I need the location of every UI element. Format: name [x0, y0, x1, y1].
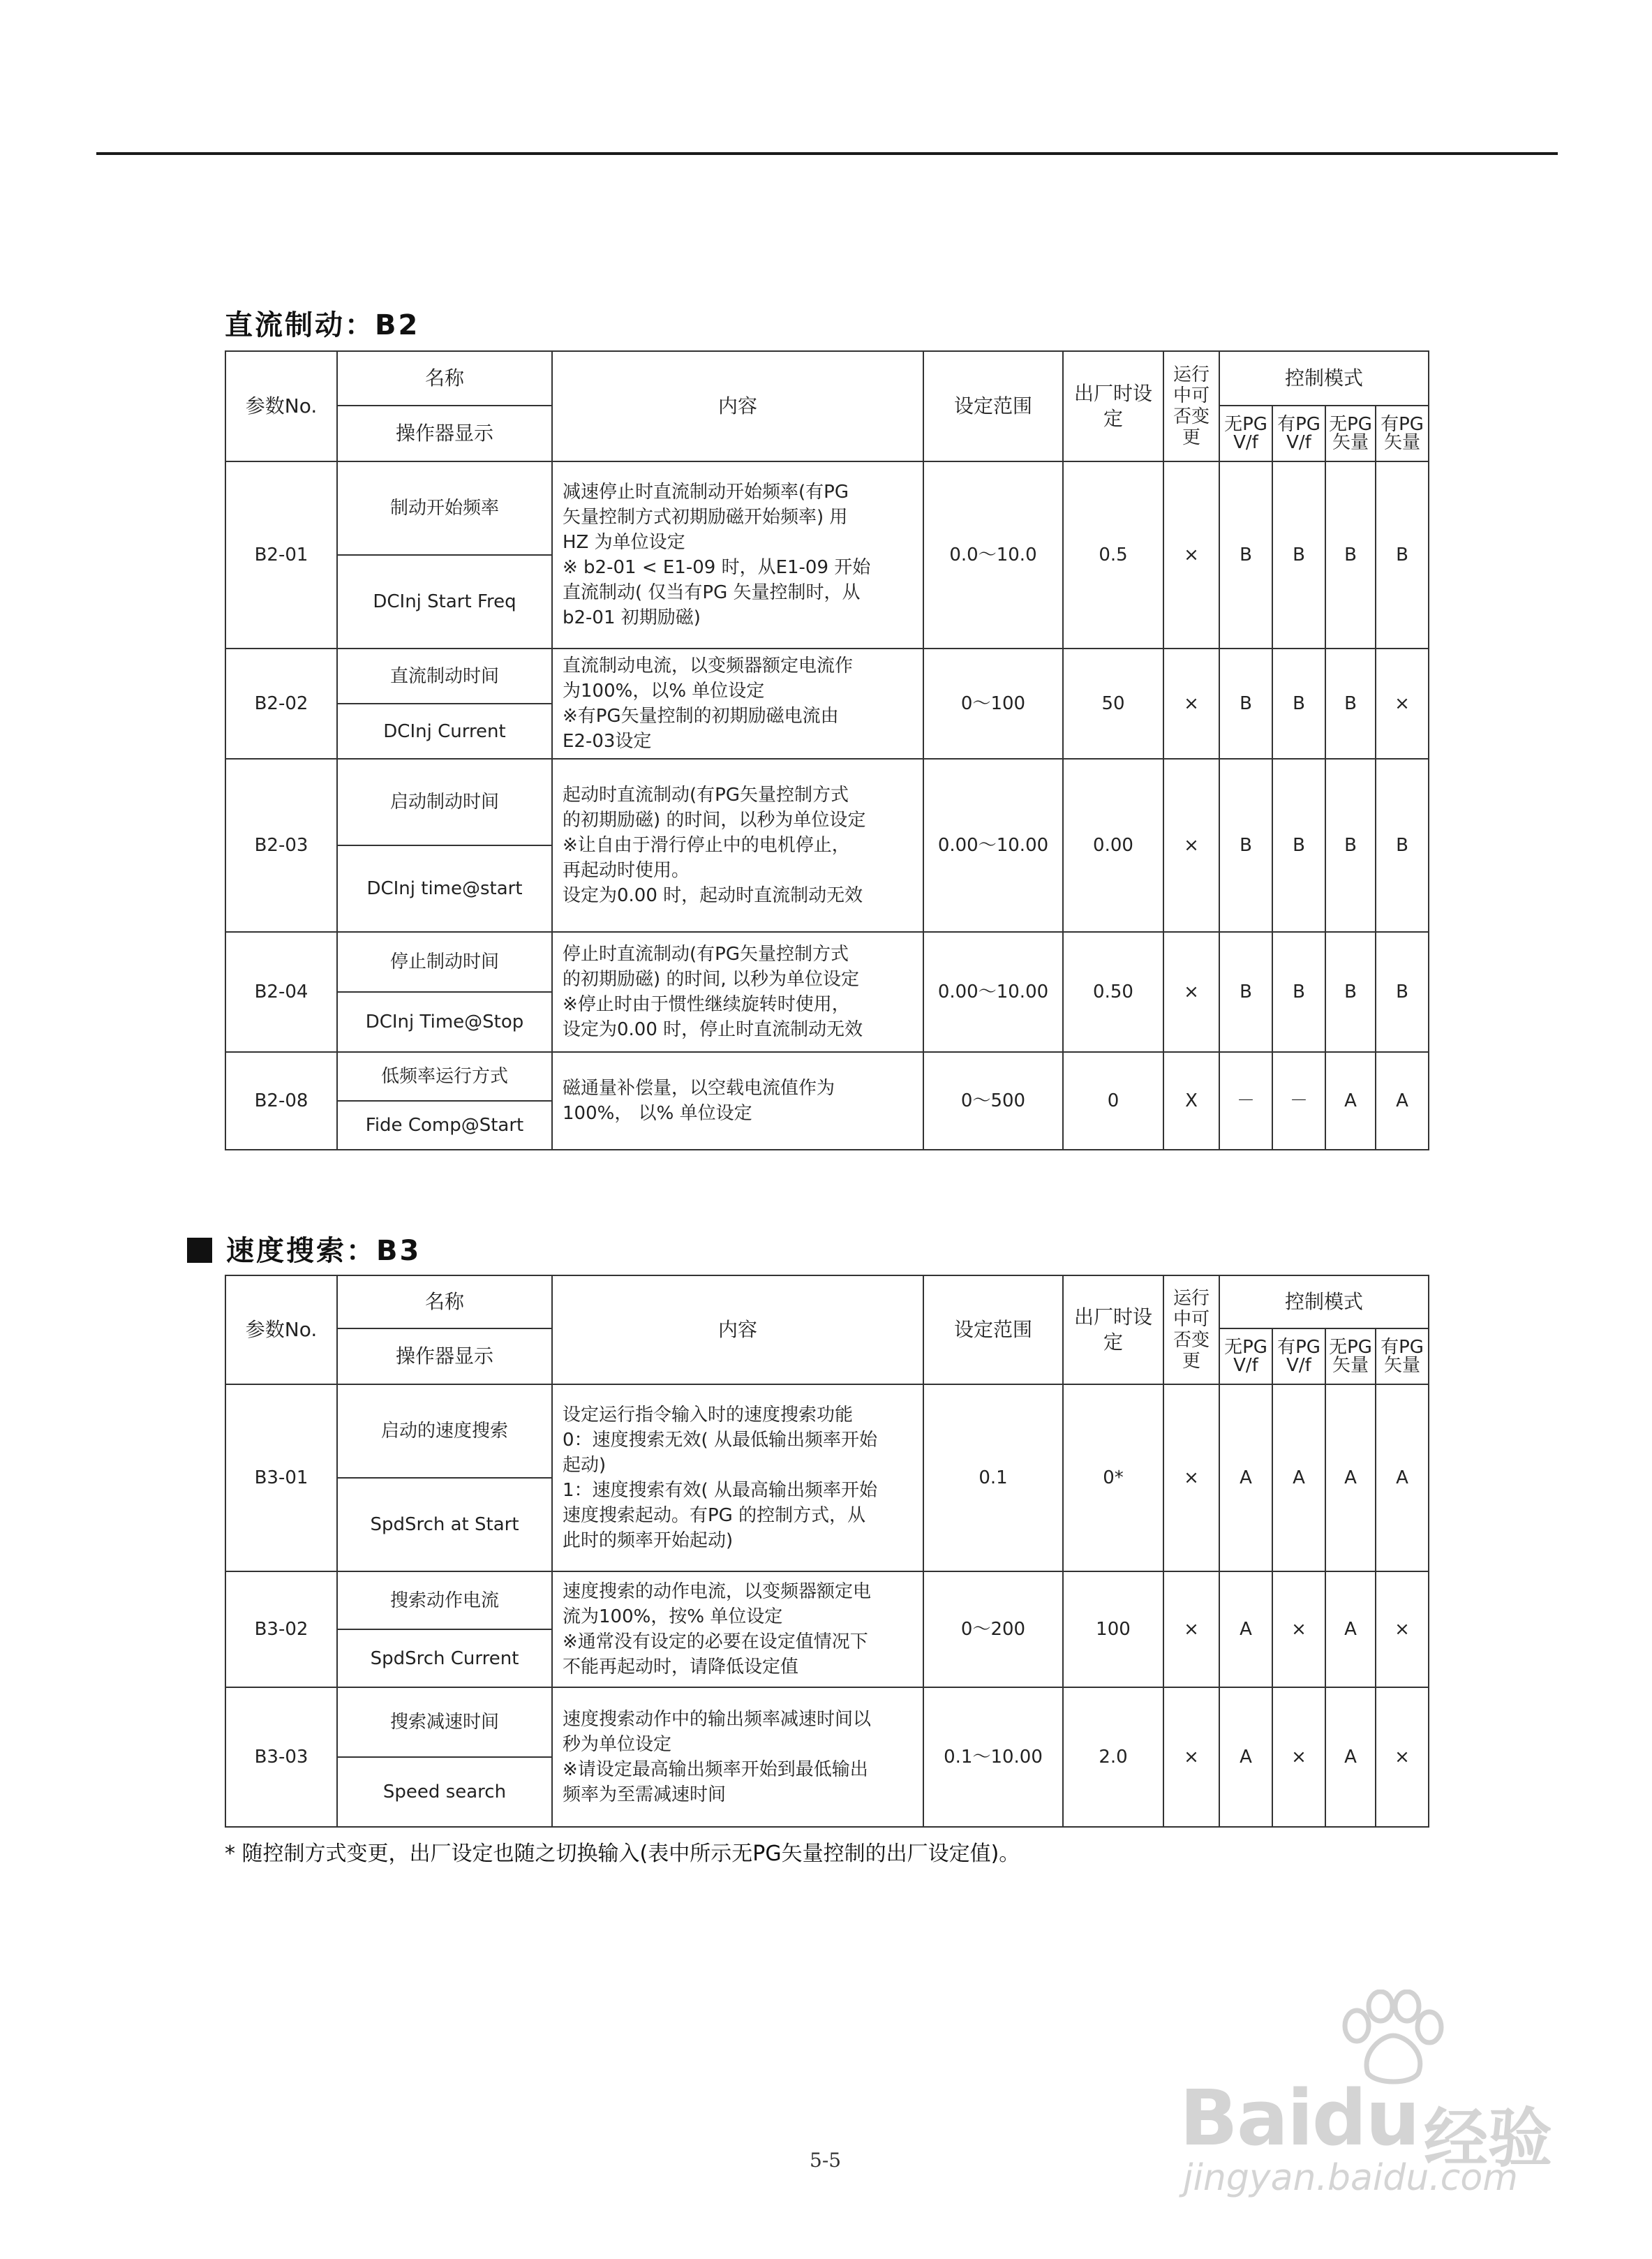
param-changeable: ×	[1163, 932, 1219, 1052]
section-title-b3-text: 速度搜索：B3	[226, 1235, 422, 1267]
header-mode-2: 有PGV/f	[1272, 406, 1325, 461]
param-mode-1: A	[1219, 1571, 1272, 1687]
content-line: 速度搜索起动。有PG 的控制方式，从	[563, 1505, 866, 1526]
content-line: 1：速度搜索有效( 从最高输出频率开始	[563, 1480, 877, 1501]
table-row	[225, 461, 1429, 555]
param-mode-4: A	[1376, 1052, 1429, 1150]
param-mode-2: －	[1272, 1052, 1325, 1150]
param-no: B2-01	[225, 461, 337, 649]
param-changeable: ×	[1163, 461, 1219, 649]
param-mode-4: B	[1376, 932, 1429, 1052]
param-factory: 100	[1063, 1571, 1163, 1687]
param-changeable: X	[1163, 1052, 1219, 1150]
header-control-mode: 控制模式	[1219, 1275, 1429, 1328]
param-no: B2-03	[225, 759, 337, 932]
content-line: 100%， 以% 单位设定	[563, 1103, 752, 1124]
param-name: 启动制动时间	[337, 759, 552, 845]
table-row	[225, 1571, 1429, 1629]
black-square-icon	[187, 1238, 212, 1263]
param-mode-2: B	[1272, 649, 1325, 759]
header-operator-display: 操作器显示	[337, 406, 552, 461]
paw-logo-icon	[1333, 1990, 1452, 2087]
content-line: 0：速度搜索无效( 从最低输出频率开始	[563, 1430, 877, 1451]
content-line: 设定运行指令输入时的速度搜索功能	[563, 1405, 854, 1425]
table-row	[225, 759, 1429, 845]
param-changeable: ×	[1163, 1687, 1219, 1827]
content-line: 频率为至需减速时间	[563, 1784, 727, 1805]
param-mode-1: －	[1219, 1052, 1272, 1150]
param-factory: 2.0	[1063, 1687, 1163, 1827]
top-rule	[96, 152, 1558, 155]
parameter-table-b2	[225, 350, 1429, 1150]
param-no: B3-01	[225, 1384, 337, 1571]
param-mode-3: B	[1325, 461, 1376, 649]
content-line: ※让自由于滑行停止中的电机停止，	[563, 835, 850, 856]
content-line: 磁通量补偿量，以空载电流值作为	[563, 1078, 835, 1099]
table-row	[225, 649, 1429, 704]
param-factory: 0	[1063, 1052, 1163, 1150]
param-name: 低频率运行方式	[337, 1052, 552, 1101]
param-mode-4: B	[1376, 461, 1429, 649]
content-line: ※有PG矢量控制的初期励磁电流由	[563, 706, 839, 727]
param-display: DCInj Time@Stop	[337, 992, 552, 1052]
content-line: ※通常没有设定的必要在设定值情况下	[563, 1631, 868, 1652]
header-range: 设定范围	[923, 351, 1063, 461]
param-mode-1: B	[1219, 759, 1272, 932]
watermark-brand-cn: 经验	[1424, 2101, 1553, 2176]
watermark-brand: Baidu	[1180, 2073, 1419, 2163]
content-line: 起动时直流制动(有PG矢量控制方式	[563, 785, 849, 806]
param-content	[552, 461, 923, 649]
param-factory: 0.50	[1063, 932, 1163, 1052]
param-mode-3: B	[1325, 932, 1376, 1052]
baidu-watermark	[1145, 1990, 1563, 2199]
param-mode-2: A	[1272, 1384, 1325, 1571]
param-mode-4: B	[1376, 759, 1429, 932]
param-mode-1: A	[1219, 1384, 1272, 1571]
header-changeable: 运行中可否变更	[1163, 1275, 1219, 1384]
param-content	[552, 1687, 923, 1827]
header-operator-display: 操作器显示	[337, 1328, 552, 1384]
content-line: 流为100%，按% 单位设定	[563, 1606, 783, 1627]
content-line: 的初期励磁) 的时间，以秒为单位设定	[563, 810, 866, 831]
section-title-b2: 直流制动：B2	[225, 309, 420, 341]
header-mode-3: 无PG矢量	[1325, 406, 1376, 461]
param-mode-4: ×	[1376, 1571, 1429, 1687]
param-no: B2-04	[225, 932, 337, 1052]
param-name: 启动的速度搜索	[337, 1384, 552, 1478]
param-range: 0.00～10.00	[923, 932, 1063, 1052]
param-no: B3-02	[225, 1571, 337, 1687]
param-mode-4: ×	[1376, 1687, 1429, 1827]
header-mode-1: 无PGV/f	[1219, 1328, 1272, 1384]
param-no: B2-02	[225, 649, 337, 759]
content-line: 此时的频率开始起动)	[563, 1530, 734, 1551]
param-factory: 50	[1063, 649, 1163, 759]
content-line: E2-03设定	[563, 731, 652, 752]
content-line: 为100%，以% 单位设定	[563, 681, 765, 702]
param-name: 制动开始频率	[337, 461, 552, 555]
param-changeable: ×	[1163, 649, 1219, 759]
header-content: 内容	[552, 351, 923, 461]
param-mode-3: A	[1325, 1384, 1376, 1571]
content-line: ※请设定最高输出频率开始到最低输出	[563, 1759, 868, 1780]
content-line: 速度搜索的动作电流，以变频器额定电	[563, 1581, 872, 1602]
param-display: DCInj Start Freq	[337, 555, 552, 649]
header-name: 名称	[337, 1275, 552, 1328]
header-range: 设定范围	[923, 1275, 1063, 1384]
param-display: DCInj Current	[337, 704, 552, 759]
param-range: 0.1	[923, 1384, 1063, 1571]
param-changeable: ×	[1163, 1384, 1219, 1571]
param-name: 搜索减速时间	[337, 1687, 552, 1757]
content-line: 设定为0.00 时，停止时直流制动无效	[563, 1019, 863, 1040]
param-mode-3: A	[1325, 1052, 1376, 1150]
param-range: 0.00～10.00	[923, 759, 1063, 932]
content-line: 减速停止时直流制动开始频率(有PG	[563, 482, 849, 503]
content-line: 直流制动( 仅当有PG 矢量控制时，从	[563, 582, 861, 603]
param-mode-3: B	[1325, 649, 1376, 759]
param-range: 0.0～10.0	[923, 461, 1063, 649]
header-mode-1: 无PGV/f	[1219, 406, 1272, 461]
page-number: 5-5	[810, 2149, 842, 2172]
param-display: Speed search	[337, 1757, 552, 1827]
param-mode-3: A	[1325, 1571, 1376, 1687]
param-mode-2: ×	[1272, 1571, 1325, 1687]
content-line: 设定为0.00 时，起动时直流制动无效	[563, 885, 863, 906]
param-content	[552, 759, 923, 932]
param-name: 直流制动时间	[337, 649, 552, 704]
header-mode-4: 有PG矢量	[1376, 1328, 1429, 1384]
header-mode-3: 无PG矢量	[1325, 1328, 1376, 1384]
header-control-mode: 控制模式	[1219, 351, 1429, 406]
header-factory: 出厂时设定	[1063, 351, 1163, 461]
parameter-table-b3	[225, 1275, 1429, 1828]
section-title-b3	[187, 1229, 421, 1268]
content-line: 起动)	[563, 1455, 607, 1476]
param-changeable: ×	[1163, 759, 1219, 932]
param-content	[552, 1571, 923, 1687]
param-changeable: ×	[1163, 1571, 1219, 1687]
param-name: 停止制动时间	[337, 932, 552, 992]
table-row	[225, 1052, 1429, 1101]
param-no: B2-08	[225, 1052, 337, 1150]
content-line: 停止时直流制动(有PG矢量控制方式	[563, 944, 849, 965]
content-line: b2-01 初期励磁)	[563, 607, 701, 628]
param-display: Fide Comp@Start	[337, 1101, 552, 1150]
header-mode-4: 有PG矢量	[1376, 406, 1429, 461]
param-mode-1: B	[1219, 649, 1272, 759]
param-content	[552, 1052, 923, 1150]
param-display: DCInj time@start	[337, 845, 552, 932]
param-range: 0～200	[923, 1571, 1063, 1687]
table-row	[225, 932, 1429, 992]
content-line: HZ 为单位设定	[563, 532, 685, 553]
content-line: 不能再起动时，请降低设定值	[563, 1657, 799, 1677]
footnote: * 随控制方式变更，出厂设定也随之切换输入(表中所示无PG矢量控制的出厂设定值)。	[225, 1842, 1020, 1866]
param-content	[552, 649, 923, 759]
param-content	[552, 932, 923, 1052]
param-mode-4: A	[1376, 1384, 1429, 1571]
param-no: B3-03	[225, 1687, 337, 1827]
header-mode-2: 有PGV/f	[1272, 1328, 1325, 1384]
header-name: 名称	[337, 351, 552, 406]
table-row	[225, 1384, 1429, 1478]
param-mode-2: ×	[1272, 1687, 1325, 1827]
param-mode-1: A	[1219, 1687, 1272, 1827]
param-factory: 0.00	[1063, 759, 1163, 932]
content-line: 秒为单位设定	[563, 1734, 672, 1755]
param-mode-2: B	[1272, 932, 1325, 1052]
param-content	[552, 1384, 923, 1571]
param-mode-1: B	[1219, 932, 1272, 1052]
content-line: ※停止时由于惯性继续旋转时使用，	[563, 994, 850, 1015]
param-range: 0～500	[923, 1052, 1063, 1150]
table-row	[225, 1687, 1429, 1757]
header-factory: 出厂时设定	[1063, 1275, 1163, 1384]
param-mode-2: B	[1272, 461, 1325, 649]
watermark-url: jingyan.baidu.com	[1183, 2157, 1518, 2199]
param-mode-1: B	[1219, 461, 1272, 649]
param-range: 0.1～10.00	[923, 1687, 1063, 1827]
param-display: SpdSrch at Start	[337, 1478, 552, 1571]
param-name: 搜索动作电流	[337, 1571, 552, 1629]
param-mode-3: B	[1325, 759, 1376, 932]
header-param-no: 参数No.	[225, 351, 337, 461]
param-mode-4: ×	[1376, 649, 1429, 759]
content-line: 速度搜索动作中的输出频率减速时间以	[563, 1709, 872, 1730]
param-mode-3: A	[1325, 1687, 1376, 1827]
content-line: 矢量控制方式初期励磁开始频率) 用	[563, 507, 848, 528]
param-mode-2: B	[1272, 759, 1325, 932]
param-factory: 0.5	[1063, 461, 1163, 649]
header-changeable: 运行中可否变更	[1163, 351, 1219, 461]
content-line: 直流制动电流，以变频器额定电流作	[563, 656, 854, 676]
header-param-no: 参数No.	[225, 1275, 337, 1384]
content-line: 的初期励磁) 的时间, 以秒为单位设定	[563, 969, 859, 990]
param-factory: 0*	[1063, 1384, 1163, 1571]
param-display: SpdSrch Current	[337, 1629, 552, 1687]
content-line: 再起动时使用。	[563, 860, 690, 881]
param-range: 0～100	[923, 649, 1063, 759]
content-line: ※ b2-01 < E1-09 时，从E1-09 开始	[563, 557, 871, 578]
header-content: 内容	[552, 1275, 923, 1384]
